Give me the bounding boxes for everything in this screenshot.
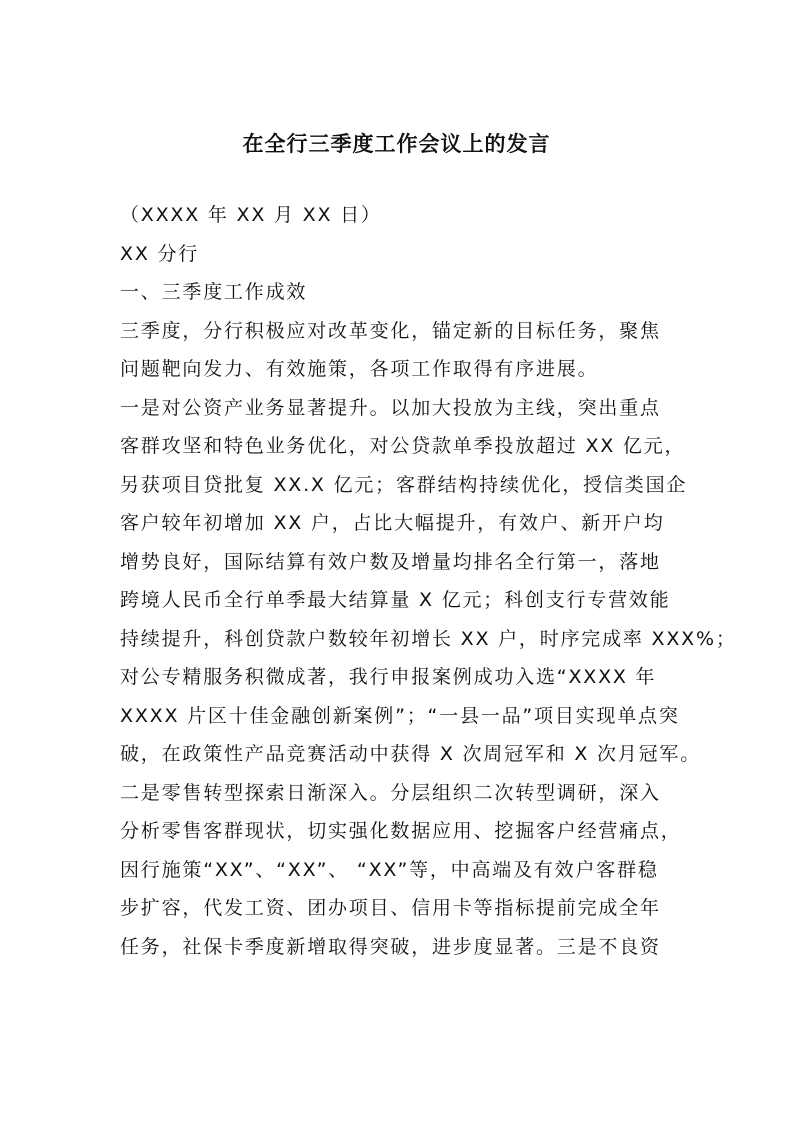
- paragraph-line: 因行施策“XX”、“XX”、 “XX”等，中高端及有效户客群稳: [120, 858, 659, 881]
- section-heading: 一、三季度工作成效: [120, 281, 308, 303]
- paragraph-line: 另获项目贷批复 XX.X 亿元；客群结构持续优化，授信类国企: [120, 473, 688, 496]
- paragraph-line: 增势良好，国际结算有效户数及增量均排名全行第一，落地: [120, 550, 661, 573]
- paragraph-line: 三季度，分行积极应对改革变化，锚定新的目标任务，聚焦: [120, 319, 661, 342]
- paragraph-line: 任务，社保卡季度新增取得突破，进步度显著。三是不良资: [120, 935, 661, 958]
- paragraph-line: 步扩容，代发工资、团办项目、信用卡等指标提前完成全年: [120, 897, 661, 919]
- paragraph-line: 破，在政策性产品竞赛活动中获得 X 次周冠军和 X 次月冠军。: [120, 743, 701, 765]
- paragraph-line: 二是零售转型探索日渐深入。分层组织二次转型调研，深入: [120, 781, 661, 804]
- document-body: [120, 196, 737, 966]
- paragraph-line: XXXX 片区十佳金融创新案例”；“一县一品”项目实现单点突: [120, 704, 680, 727]
- speaker-line: XX 分行: [120, 242, 200, 265]
- paragraph-line: 客户较年初增加 XX 户，占比大幅提升，有效户、新开户均: [120, 512, 665, 534]
- paragraph-line: 问题靶向发力、有效施策，各项工作取得有序进展。: [120, 358, 599, 380]
- paragraph-line: 对公专精服务积微成著，我行申报案例成功入选“XXXX 年: [120, 666, 657, 688]
- paragraph-line: 分析零售客群现状，切实强化数据应用、挖掘客户经营痛点，: [120, 820, 682, 842]
- document-title: 在全行三季度工作会议上的发言: [242, 131, 551, 156]
- paragraph-line: 跨境人民币全行单季最大结算量 X 亿元；科创支行专营效能: [120, 589, 671, 611]
- paragraph-line: 客群攻坚和特色业务优化，对公贷款单季投放超过 XX 亿元，: [120, 435, 686, 457]
- paragraph-line: 持续提升，科创贷款户数较年初增长 XX 户，时序完成率 XXX%；: [120, 627, 737, 650]
- date-line: （XXXX 年 XX 月 XX 日）: [120, 204, 382, 226]
- paragraph-line: 一是对公资产业务显著提升。以加大投放为主线，突出重点: [120, 396, 661, 419]
